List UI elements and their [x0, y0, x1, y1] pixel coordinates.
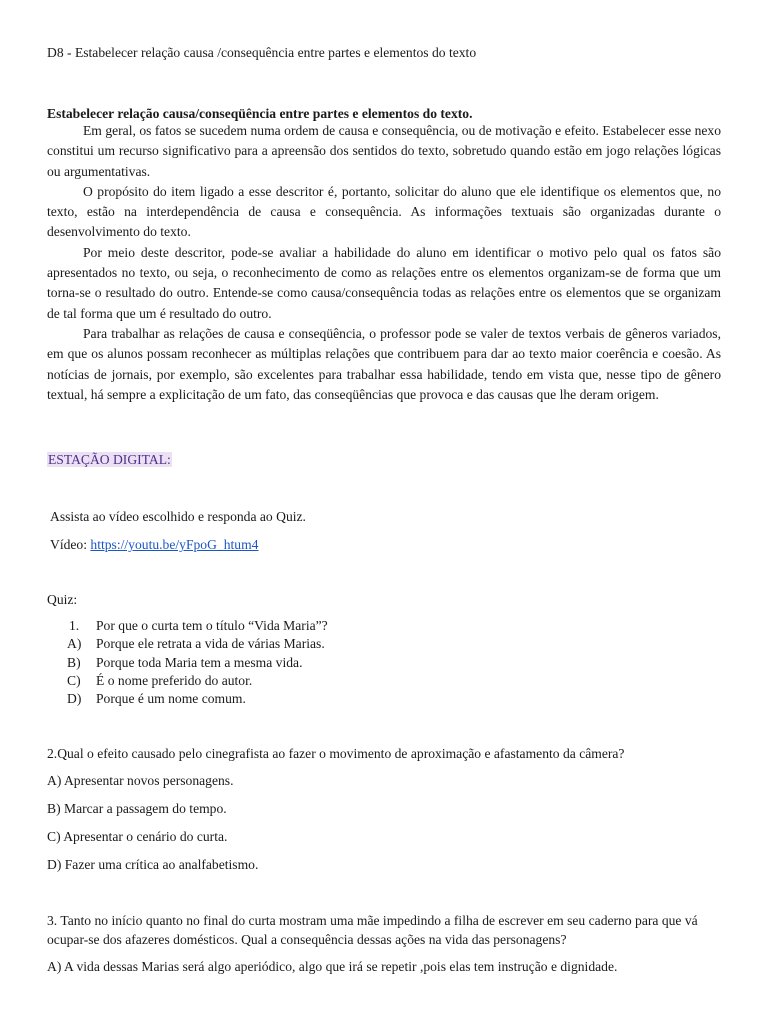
question-3-text: 3. Tanto no início quanto no final do curta mostram uma mãe impedindo a filha de escrever em seu caderno para que vá ocupar-se dos afazeres domésticos. Qual a consequência dessas ações na vida das personagens?	[47, 913, 698, 947]
question-2-text: 2.Qual o efeito causado pelo cinegrafista ao fazer o movimento de aproximação e afastamento da câmera?	[47, 746, 625, 761]
question-text: Por que o curta tem o título “Vida Maria”?	[96, 618, 328, 633]
estacao-digital-label: ESTAÇÃO DIGITAL:	[48, 452, 171, 467]
option-text: Porque toda Maria tem a mesma vida.	[96, 654, 303, 670]
instruction-text: Assista ao vídeo escolhido e responda ao Quiz.	[50, 509, 306, 524]
option-text: É o nome preferido do autor.	[96, 672, 253, 688]
answer-option	[67, 654, 328, 672]
question-number: 1.	[69, 618, 80, 633]
quiz-label: Quiz:	[47, 592, 78, 607]
paragraph: Para trabalhar as relações de causa e conseqüência, o professor pode se valer de textos verbais de gêneros variados, em que os alunos possam reconhecer as múltiplas relações que contribuem para dar ao texto maior coerência e coesão. As notícias de jornais, por exemplo, são excelentes para trabalhar essa habilidade, tendo em vista que, nesse tipo de gênero textual, há sempre a explicitação de um fato, das conseqüências que provoca e das causas que lhe deram origem.	[47, 325, 721, 402]
question-1	[67, 617, 328, 708]
video-line	[50, 536, 258, 554]
video-link[interactable]: https://youtu.be/yFpoG_htum4	[90, 537, 259, 552]
option-letter: A)	[67, 636, 82, 652]
video-label: Vídeo:	[50, 537, 91, 552]
answer-option: A) Apresentar novos personagens.	[47, 773, 234, 788]
answer-option: B) Marcar a passagem do tempo.	[47, 801, 227, 816]
document-header: D8 - Estabelecer relação causa /consequência entre partes e elementos do texto	[47, 45, 477, 60]
option-letter: C)	[67, 672, 81, 688]
section-title: Estabelecer relação causa/conseqüência entre partes e elementos do texto.	[47, 106, 473, 121]
paragraph: Por meio deste descritor, pode-se avaliar a habilidade do aluno em identificar o motivo pelo qual os fatos são apresentados no texto, ou seja, o reconhecimento de como as relações entre os elementos organizam-se de forma que um torna-se o resultado do outro. Entende-se como causa/consequência todas as relações entre os elementos que se organizam de tal forma que um é resultado do outro.	[47, 244, 721, 321]
option-letter: B)	[67, 654, 81, 670]
option-letter: D)	[67, 691, 82, 707]
answer-option: D) Fazer uma crítica ao analfabetismo.	[47, 857, 259, 872]
body-text	[47, 121, 721, 405]
option-text: Porque ele retrata a vida de várias Marias.	[96, 636, 325, 652]
estacao-digital-heading	[47, 451, 172, 469]
answer-option: A) A vida dessas Marias será algo aperiódico, algo que irá se repetir ,pois elas tem instrução e dignidade.	[47, 959, 618, 974]
answer-option	[67, 635, 328, 653]
option-text: Porque é um nome comum.	[96, 691, 246, 707]
answer-option	[67, 690, 328, 708]
answer-option	[67, 672, 328, 690]
answer-option: C) Apresentar o cenário do curta.	[47, 829, 228, 844]
paragraph: Em geral, os fatos se sucedem numa ordem de causa e consequência, ou de motivação e efeito. Estabelecer esse nexo constitui um recurso significativo para a apreensão dos sentidos do texto, sobretudo quando estão em jogo relações lógicas ou argumentativas.	[47, 123, 721, 179]
question-1-title	[67, 617, 328, 635]
paragraph: O propósito do item ligado a esse descritor é, portanto, solicitar do aluno que ele identifique os elementos que, no texto, estão na interdependência de causa e consequência. As informações textuais são organizadas durante o desenvolvimento do texto.	[47, 183, 721, 240]
